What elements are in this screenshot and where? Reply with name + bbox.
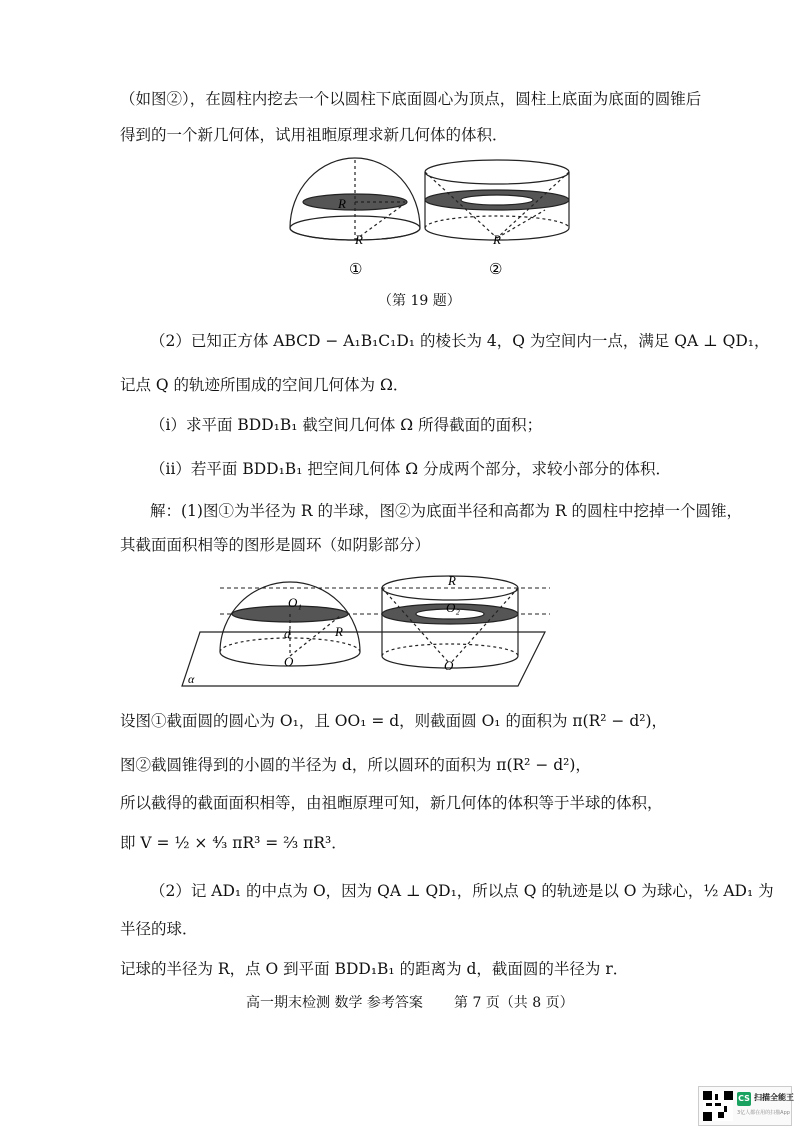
text-line: （i）求平面 BDD₁B₁ 截空间几何体 Ω 所得截面的面积； xyxy=(150,416,543,434)
text-line: 记球的半径为 R，点 O 到平面 BDD₁B₁ 的距离为 d，截面圆的半径为 r． xyxy=(120,960,629,978)
label-r: R xyxy=(493,232,501,247)
text-line: 设图①截面圆的圆心为 O₁，且 OO₁ = d，则截面圆 O₁ 的面积为 π(R² − d²)， xyxy=(120,712,668,730)
plane-alpha xyxy=(182,632,545,686)
solution-figure xyxy=(180,570,560,690)
label-r: R xyxy=(355,232,363,247)
text-line: （ii）若平面 BDD₁B₁ 把空间几何体 Ω 分成两个部分，求较小部分的体积． xyxy=(150,460,672,478)
label-alpha: α xyxy=(188,672,195,686)
cs-logo: CS xyxy=(737,1092,751,1106)
text-line: 半径的球． xyxy=(120,920,198,938)
badge-brand: 扫描全能王 xyxy=(754,1093,794,1102)
hemisphere-diagram xyxy=(290,158,420,240)
label-r: R xyxy=(338,196,346,211)
qr-code-icon xyxy=(703,1091,733,1121)
cylinder-diagram xyxy=(425,160,569,240)
figure-caption: （第 19 题） xyxy=(378,293,461,309)
text-line: （2）记 AD₁ 的中点为 O，因为 QA ⊥ QD₁，所以点 Q 的轨迹是以 O 为球心，½ AD₁ 为 xyxy=(150,882,774,900)
footer-page: 第 7 页（共 8 页） xyxy=(454,995,574,1011)
footer-left: 高一期末检测 数学 参考答案 xyxy=(246,995,423,1011)
text-line: 图②截圆锥得到的小圆的半径为 d，所以圆环的面积为 π(R² − d²)， xyxy=(120,756,591,774)
scanner-badge xyxy=(698,1086,792,1126)
figure-label-1: ① xyxy=(349,260,363,278)
badge-subtitle: 3亿人都在用的扫描App xyxy=(737,1110,790,1116)
text-line: 其截面面积相等的图形是圆环（如阴影部分） xyxy=(120,536,431,554)
figure-label-2: ② xyxy=(489,260,503,278)
label-o: O xyxy=(444,658,454,673)
label-o1: O₁ xyxy=(288,595,302,610)
label-r: R xyxy=(335,624,343,639)
label-o2: O₂ xyxy=(446,600,460,615)
label-o: O xyxy=(284,654,294,669)
label-r: R xyxy=(448,573,456,588)
text-line: 记点 Q 的轨迹所围成的空间几何体为 Ω． xyxy=(120,376,409,394)
text-line: 所以截得的截面面积相等，由祖暅原理可知，新几何体的体积等于半球的体积， xyxy=(120,794,663,812)
figure-19 xyxy=(275,150,605,310)
text-line: 即 V = ½ × ⁴⁄₃ πR³ = ⅔ πR³． xyxy=(120,834,347,852)
text-line: 解：(1)图①为半径为 R 的半球，图②为底面半径和高都为 R 的圆柱中挖掉一个圆锥， xyxy=(150,502,743,520)
text-line: （如图②），在圆柱内挖去一个以圆柱下底面圆心为顶点，圆柱上底面为底面的圆锥后 xyxy=(120,90,702,108)
text-line: （2）已知正方体 ABCD − A₁B₁C₁D₁ 的棱长为 4，Q 为空间内一点，满足 QA ⊥ QD₁， xyxy=(150,332,770,350)
cylinder-diagram xyxy=(382,576,518,668)
label-d: d xyxy=(284,626,291,641)
text-line: 得到的一个新几何体，试用祖暅原理求新几何体的体积． xyxy=(120,126,508,144)
